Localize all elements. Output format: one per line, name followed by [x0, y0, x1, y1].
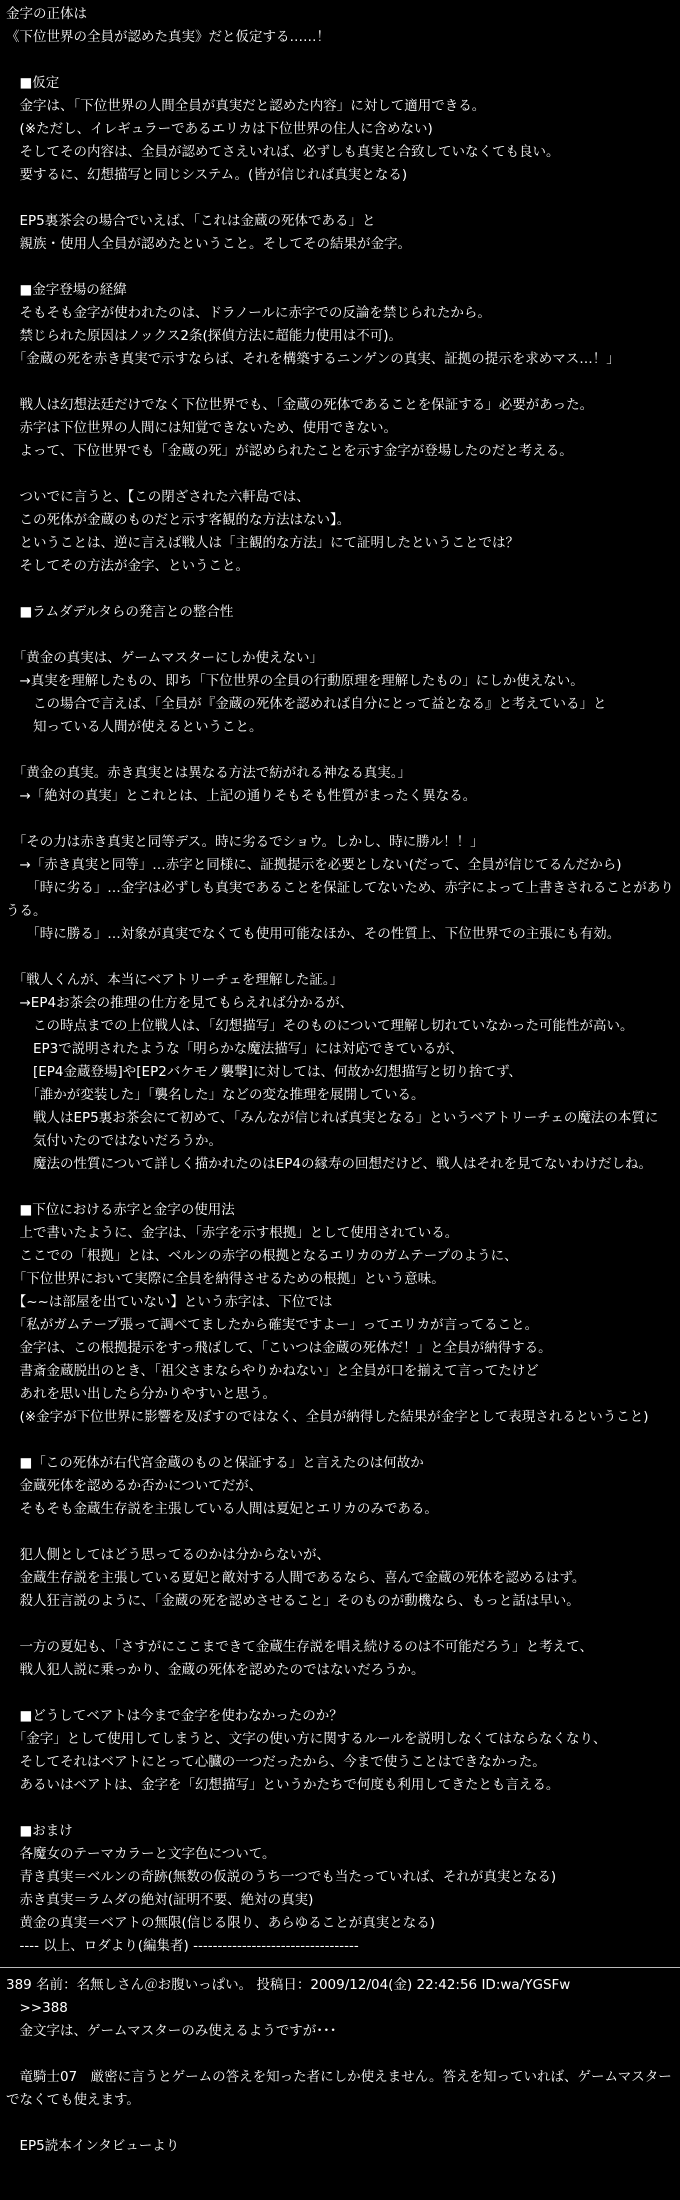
- blank-line: [6, 463, 674, 486]
- post-388-text-line: EP5裏茶会の場合でいえば、「これは金蔵の死体である」と: [6, 213, 376, 229]
- post-388-text-line: ■どうしてベアトは今まで金字を使わなかったのか？: [6, 1708, 343, 1724]
- blank-line: [6, 1521, 674, 1544]
- blank-line: [6, 1682, 674, 1705]
- post-388-text-line: 戦人はEP5裏お茶会にて初めて、「みんなが信じれば真実となる」というベアトリーチェの魔法の本質に: [6, 1110, 659, 1126]
- post-388-text-line: 「戦人くんが、本当にベアトリーチェを理解した証。」: [6, 972, 344, 988]
- post-388-text-line: そもそも金字が使われたのは、ドラノールに赤字での反論を禁じられたから。: [6, 305, 491, 321]
- blank-line: [6, 624, 674, 647]
- post-388-text-line: ■おまけ: [6, 1823, 73, 1839]
- post-389-text-line: 竜騎士07 厳密に言うとゲームの答えを知った者にしか使えません。答えを知っていれば、ゲームマスターでなくても使えます。: [6, 2069, 672, 2108]
- post-388-text-line: EP3で説明されたような「明らかな魔法描写」には対応できているが、: [6, 1041, 464, 1057]
- post-388-text-line: →「赤き真実と同等」…赤字と同様に、証拠提示を必要としない(だって、全員が信じてるんだから): [6, 857, 622, 873]
- reply-link[interactable]: >>388: [6, 2000, 68, 2016]
- post-388-text-line: ついでに言うと、【この閉ざされた六軒島では、: [6, 489, 310, 505]
- post-388-text-line: 赤き真実＝ラムダの絶対(証明不要、絶対の真実): [6, 1892, 314, 1908]
- blank-line: [6, 2043, 674, 2066]
- post-388-text-line: あるいはベアトは、金字を「幻想描写」というかたちで何度も利用してきたとも言える。: [6, 1777, 560, 1793]
- post-388-text-line: そしてその方法が金字、ということ。: [6, 558, 249, 574]
- post-388-text-line: 「私がガムテープ張って調べてましたから確実ですよー」ってエリカが言ってること。: [6, 1317, 539, 1333]
- post-388-text-line: よって、下位世界でも「金蔵の死」が認められたことを示す金字が登場したのだと考える。: [6, 443, 573, 459]
- post-388-text-line: この場合で言えば、「全員が『金蔵の死体を認めれば自分にとって益となる』と考えている」と: [6, 696, 607, 712]
- post-388-text-line: 戦人犯人説に乗っかり、金蔵の死体を認めたのではないだろうか。: [6, 1662, 425, 1678]
- post-388-text-line: 《下位世界の全員が認めた真実》だと仮定する……！: [6, 29, 330, 45]
- blank-line: [6, 49, 674, 72]
- post-388-text-line: 「時に勝る」…対象が真実でなくても使用可能なほか、その性質上、下位世界での主張にも有効。: [6, 926, 621, 942]
- post-388-text-line: あれを思い出したら分かりやすいと思う。: [6, 1386, 276, 1402]
- post-388-text-line: 青き真実＝ベルンの奇跡(無数の仮説のうち一つでも当たっていれば、それが真実となる): [6, 1869, 557, 1885]
- post-388-text-line: 金蔵生存説を主張している夏妃と敵対する人間であるなら、喜んで金蔵の死体を認めるはず。: [6, 1570, 586, 1586]
- post-388-text-line: そしてそれはベアトにとって心臓の一つだったから、今まで使うことはできなかった。: [6, 1754, 546, 1770]
- post-388-text-line: 犯人側としてはどう思ってるのかは分からないが、: [6, 1547, 330, 1563]
- post-388-text-line: 一方の夏妃も、「さすがにここまできて金蔵生存説を唱え続けるのは不可能だろう」と考えて、: [6, 1639, 593, 1655]
- post-389-text-line: 金文字は、ゲームマスターのみ使えるようですが･･･: [6, 2023, 337, 2039]
- post-number: 389: [6, 1977, 32, 1993]
- blank-line: [6, 1797, 674, 1820]
- blank-line: [6, 578, 674, 601]
- post-388-text-line: 知っている人間が使えるということ。: [6, 719, 263, 735]
- blank-line: [6, 808, 674, 831]
- post-389-body: [6, 2020, 674, 2158]
- post-388-text-line: 魔法の性質について詳しく描かれたのはEP4の縁寿の回想だけど、戦人はそれを見てないわけだしね。: [6, 1156, 652, 1172]
- post-388-text-line: 親族・使用人全員が認めたということ。そしてその結果が金字。: [6, 236, 411, 252]
- post-388-text-line: 戦人は幻想法廷だけでなく下位世界でも、「金蔵の死体であることを保証する」必要があった。: [6, 397, 594, 413]
- blank-line: [6, 1176, 674, 1199]
- post-388-text-line: 「その力は赤き真実と同等デス。時に劣るでショウ。しかし、時に勝ル！！」: [6, 834, 484, 850]
- post-388-text-line: 要するに、幻想描写と同じシステム。(皆が信じれば真実となる): [6, 167, 408, 183]
- post-388-text-line: 金蔵死体を認めるか否かについてだが、: [6, 1478, 263, 1494]
- blank-line: [6, 371, 674, 394]
- post-388-text-line: 各魔女のテーマカラーと文字色について。: [6, 1846, 276, 1862]
- post-388-text-line: 金字は、この根拠提示をすっ飛ばして、「こいつは金蔵の死体だ！」と全員が納得する。: [6, 1340, 552, 1356]
- date-label: 投稿日：: [256, 1977, 311, 1993]
- blank-line: [6, 256, 674, 279]
- post-388-text-line: 「黄金の真実は、ゲームマスターにしか使えない」: [6, 650, 323, 666]
- post-388-text-line: 赤字は下位世界の人間には知覚できないため、使用できない。: [6, 420, 397, 436]
- post-388-text-line: 書斎金蔵脱出のとき、「祖父さまならやりかねない」と全員が口を揃えて言ってたけど: [6, 1363, 539, 1379]
- post-388-text-line: 「下位世界において実際に全員を納得させるための根拠」という意味。: [6, 1271, 445, 1287]
- post-388-text-line: この死体が金蔵のものだと示す客観的な方法はない】。: [6, 512, 351, 528]
- post-389-text-line: EP5読本インタビューより: [6, 2138, 180, 2154]
- post-388-text-line: この時点までの上位戦人は、「幻想描写」そのものについて理解し切れていなかった可能性が高い。: [6, 1018, 634, 1034]
- post-date: 2009/12/04(金) 22:42:56: [310, 1977, 478, 1993]
- post-header: [6, 1974, 674, 1997]
- post-388-text-line: ■金字登場の経緯: [6, 282, 127, 298]
- post-389: [0, 1974, 680, 2158]
- post-388-text-line: そしてその内容は、全員が認めてさえいれば、必ずしも真実と合致していなくても良い。: [6, 144, 560, 160]
- poster-name: 名無しさん＠お腹いっぱい。: [76, 1977, 253, 1993]
- reply-anchor-line: [6, 1997, 674, 2020]
- post-388-text-line: 黄金の真実＝ベアトの無限(信じる限り、あらゆることが真実となる): [6, 1915, 436, 1931]
- post-388-text-line: ということは、逆に言えば戦人は「主観的な方法」にて証明したということでは？: [6, 535, 519, 551]
- poster-id[interactable]: ID:wa/YGSFw: [481, 1977, 571, 1993]
- post-388-text-line: →真実を理解したもの、即ち「下位世界の全員の行動原理を理解したもの」にしか使えない。: [6, 673, 584, 689]
- post-388-text-line: ■仮定: [6, 75, 60, 91]
- blank-line: [6, 187, 674, 210]
- post-388-text-line: 「時に劣る」…金字は必ずしも真実であることを保証してないため、赤字によって上書きされることがありうる。: [6, 880, 674, 919]
- post-388-text-line: ■ラムダデルタらの発言との整合性: [6, 604, 234, 620]
- post-388-text-line: 禁じられた原因はノックス2条(探偵方法に超能力使用は不可)。: [6, 328, 403, 344]
- blank-line: [6, 2112, 674, 2135]
- post-388-text-line: →EP4お茶会の推理の仕方を見てもらえれば分かるが、: [6, 995, 354, 1011]
- post-388-text-line: ■「この死体が右代宮金蔵のものと保証する」と言えたのは何故か: [6, 1455, 424, 1471]
- post-388-text-line: (※金字が下位世界に影響を及ぼすのではなく、全員が納得した結果が金字として表現されるということ): [6, 1409, 649, 1425]
- post-388-text-line: 殺人狂言説のように、「金蔵の死を認めさせること」そのものが動機なら、もっと話は早い。: [6, 1593, 580, 1609]
- post-388-text-line: 「黄金の真実。赤き真実とは異なる方法で紡がれる神なる真実。」: [6, 765, 411, 781]
- name-label: 名前：: [36, 1977, 77, 1993]
- post-388-text-line: 金字の正体は: [6, 6, 87, 22]
- post-388-text-line: →「絶対の真実」とこれとは、上記の通りそもそも性質がまったく異なる。: [6, 788, 477, 804]
- post-388-text-line: 「誰かが変装した」「襲名した」などの変な推理を展開している。: [6, 1087, 425, 1103]
- post-388-text-line: ---- 以上、ロダより(編集者) ----------------------------------: [6, 1938, 359, 1954]
- blank-line: [6, 1429, 674, 1452]
- post-388-text-line: 気付いたのではないだろうか。: [6, 1133, 222, 1149]
- blank-line: [6, 739, 674, 762]
- post-388-text-line: (※ただし、イレギュラーであるエリカは下位世界の住人に含めない): [6, 121, 433, 137]
- post-388-text-line: そもそも金蔵生存説を主張している人間は夏妃とエリカのみである。: [6, 1501, 438, 1517]
- blank-line: [6, 946, 674, 969]
- post-divider: [0, 1967, 680, 1968]
- post-388-text-line: 【~~は部屋を出ていない】という赤字は、下位では: [6, 1294, 333, 1310]
- post-388-text-line: 「金蔵の死を赤き真実で示すならば、それを構築するニンゲンの真実、証拠の提示を求めマス…！」: [6, 351, 620, 367]
- post-388-text-line: 金字は、「下位世界の人間全員が真実だと認めた内容」に対して適用できる。: [6, 98, 486, 114]
- post-388-text-line: ■下位における赤字と金字の使用法: [6, 1202, 235, 1218]
- post-388-text-line: ここでの「根拠」とは、ベルンの赤字の根拠となるエリカのガムテープのように、: [6, 1248, 518, 1264]
- post-388-text-line: [EP4金蔵登場]や[EP2バケモノ襲撃]に対しては、何故か幻想描写と切り捨てず、: [6, 1064, 522, 1080]
- post-388-text-line: 上で書いたように、金字は、「赤字を示す根拠」として使用されている。: [6, 1225, 459, 1241]
- blank-line: [6, 1613, 674, 1636]
- post-388-text-line: 「金字」として使用してしまうと、文字の使い方に関するルールを説明しなくてはならなくなり、: [6, 1731, 607, 1747]
